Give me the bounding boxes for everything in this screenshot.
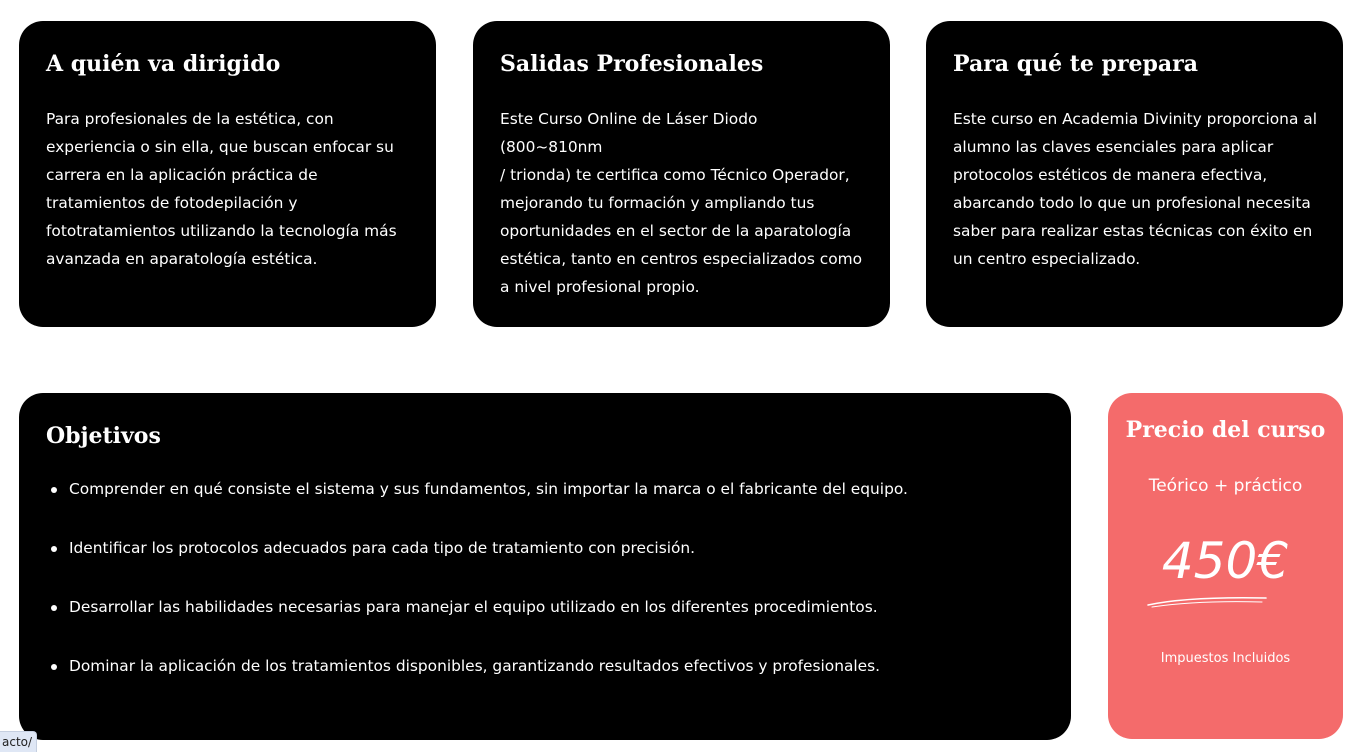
- list-item: [46, 595, 1051, 619]
- objectives-title: Objetivos: [46, 423, 161, 449]
- card-line: estética, tanto en centros especializados como: [500, 250, 863, 268]
- card-target-audience: [19, 21, 436, 327]
- card-line: mejorando tu formación y ampliando tus: [500, 194, 815, 212]
- card-body: [953, 105, 1317, 273]
- card-line: / trionda) te certifica como Técnico Operador,: [500, 166, 850, 184]
- card-line: Este Curso Online de Láser Diodo (800~810nm: [500, 110, 758, 156]
- bullet-icon: [51, 546, 57, 552]
- price-note: Impuestos Incluidos: [1160, 651, 1291, 666]
- card-price: [1108, 393, 1343, 739]
- card-title: A quién va dirigido: [46, 51, 281, 77]
- card-line: Para profesionales de la estética, con: [46, 110, 334, 128]
- card-career-paths: [473, 21, 890, 327]
- objective-text: Desarrollar las habilidades necesarias para manejar el equipo utilizado en los diferentes procedimientos.: [69, 598, 878, 616]
- price-subtitle: Teórico + práctico: [1148, 476, 1303, 496]
- list-item: [46, 536, 1051, 560]
- bullet-icon: [51, 664, 57, 670]
- card-body: [500, 105, 864, 301]
- objective-text: Comprender en qué consiste el sistema y sus fundamentos, sin importar la marca o el fabricante del equipo.: [69, 480, 908, 498]
- bullet-icon: [51, 605, 57, 611]
- card-line: experiencia o sin ella, que buscan enfocar su: [46, 138, 394, 156]
- card-line: un centro especializado.: [953, 250, 1141, 268]
- card-body: [46, 105, 410, 273]
- status-url-preview: acto/: [0, 731, 37, 752]
- card-objectives: [19, 393, 1071, 740]
- list-item: [46, 477, 1051, 501]
- underline-swoosh-icon: [1146, 593, 1268, 609]
- price-amount: 450€: [1161, 532, 1290, 590]
- card-title: Para qué te prepara: [953, 51, 1199, 77]
- card-line: a nivel profesional propio.: [500, 278, 700, 296]
- card-line: avanzada en aparatología estética.: [46, 250, 318, 268]
- objective-text: Dominar la aplicación de los tratamientos disponibles, garantizando resultados efectivos y profesionales.: [69, 657, 881, 675]
- card-line: saber para realizar estas técnicas con éxito en: [953, 222, 1313, 240]
- card-line: fototratamientos utilizando la tecnología más: [46, 222, 397, 240]
- bullet-icon: [51, 487, 57, 493]
- card-line: alumno las claves esenciales para aplicar: [953, 138, 1274, 156]
- price-title: Precio del curso: [1125, 417, 1326, 443]
- card-line: oportunidades en el sector de la aparatología: [500, 222, 852, 240]
- objectives-list: [46, 477, 1051, 678]
- card-title: Salidas Profesionales: [500, 51, 764, 77]
- card-line: carrera en la aplicación práctica de: [46, 166, 318, 184]
- objective-text: Identificar los protocolos adecuados para cada tipo de tratamiento con precisión.: [69, 539, 696, 557]
- card-line: protocolos estéticos de manera efectiva,: [953, 166, 1268, 184]
- list-item: [46, 654, 1051, 678]
- card-what-it-prepares: [926, 21, 1343, 327]
- card-line: Este curso en Academia Divinity proporciona al: [953, 110, 1317, 128]
- card-line: tratamientos de fotodepilación y: [46, 194, 298, 212]
- card-line: abarcando todo lo que un profesional necesita: [953, 194, 1311, 212]
